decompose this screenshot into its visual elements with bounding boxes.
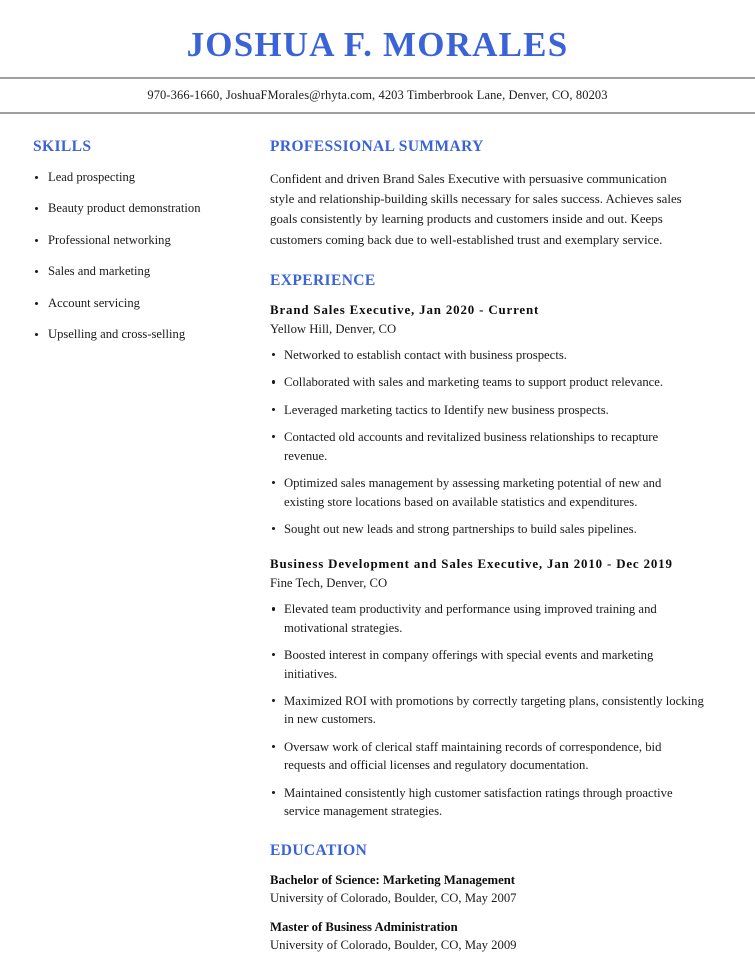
candidate-name: JOSHUA F. MORALES: [186, 25, 569, 64]
education-school: University of Colorado, Boulder, CO, May 2007: [270, 891, 517, 906]
right-column: [268, 138, 755, 968]
list-item: [33, 200, 268, 217]
list-item: [270, 692, 704, 729]
list-item: [33, 263, 268, 280]
skill-label: Beauty product demonstration: [48, 201, 201, 215]
skill-label: Professional networking: [48, 232, 171, 247]
experience-entry: [270, 557, 733, 820]
job-title: Business Development and Sales Executive, Jan 2010 - Dec 2019: [270, 557, 673, 572]
skills-section-title: SKILLS: [33, 137, 92, 155]
duty-text: Contacted old accounts and revitalized business relationships to recapture revenue.: [284, 430, 659, 463]
skill-label: Upselling and cross-selling: [48, 327, 186, 341]
education-school: University of Colorado, Boulder, CO, May 2009: [270, 938, 517, 953]
list-item: [33, 232, 268, 249]
summary-section-title: PROFESSIONAL SUMMARY: [270, 137, 484, 155]
list-item: [270, 646, 704, 683]
education-entry: [270, 920, 733, 953]
list-item: [33, 326, 268, 343]
duty-text: Networked to establish contact with business prospects.: [284, 348, 567, 363]
duty-text: Sought out new leads and strong partnerships to build sales pipelines.: [284, 521, 637, 536]
duty-text: Elevated team productivity and performance using improved training and motivational strategies.: [284, 602, 657, 635]
contact-line: 970-366-1660, JoshuaFMorales@rhyta.com, 4203 Timberbrook Lane, Denver, CO, 80203: [147, 87, 608, 102]
duty-text: Maximized ROI with promotions by correctly targeting plans, consistently locking in new customers.: [284, 693, 704, 727]
list-item: [270, 738, 704, 775]
duty-text: Oversaw work of clerical staff maintaining records of correspondence, bid requests and official licenses and regulatory documentation.: [284, 739, 662, 773]
duty-text: Maintained consistently high customer satisfaction ratings through proactive service management strategies.: [284, 785, 673, 818]
summary-text: Confident and driven Brand Sales Executive with persuasive communication style and relationship-building skills necessary for sales success. Achieves sales goals consistently by learning products and customers inside and out. Keeps customers coming back due to well-established trust and exemplary service.: [270, 171, 682, 247]
list-item: [33, 169, 268, 186]
duty-text: Boosted interest in company offerings with special events and marketing initiatives.: [284, 648, 654, 681]
education-degree: Bachelor of Science: Marketing Management: [270, 873, 516, 888]
job-title: Brand Sales Executive, Jan 2020 - Current: [270, 303, 540, 318]
job-company: Yellow Hill, Denver, CO: [270, 322, 397, 337]
resume-body: [0, 114, 755, 968]
skill-label: Lead prospecting: [48, 169, 136, 184]
education-degree: Master of Business Administration: [270, 920, 458, 935]
duty-text: Collaborated with sales and marketing teams to support product relevance.: [284, 375, 664, 390]
skill-label: Account servicing: [48, 295, 140, 310]
education-section-title: EDUCATION: [270, 842, 368, 860]
duty-text: Leveraged marketing tactics to Identify new business prospects.: [284, 402, 609, 417]
list-item: [270, 401, 704, 419]
list-item: [270, 520, 704, 538]
duty-text: Optimized sales management by assessing marketing potential of new and existing store locations based on available statistics and expenditures.: [284, 476, 662, 509]
job-company: Fine Tech, Denver, CO: [270, 576, 388, 591]
list-item: [270, 600, 704, 637]
left-column: [0, 138, 268, 358]
job-duties-list: [270, 600, 733, 820]
skill-label: Sales and marketing: [48, 264, 151, 278]
job-duties-list: [270, 346, 733, 538]
skills-list: [33, 169, 268, 344]
list-item: [270, 428, 704, 465]
list-item: [270, 474, 704, 511]
education-entry: [270, 873, 733, 906]
list-item: [270, 784, 704, 821]
list-item: [270, 346, 704, 364]
list-item: [270, 373, 704, 391]
experience-entry: [270, 303, 733, 538]
list-item: [33, 295, 268, 312]
experience-section-title: EXPERIENCE: [270, 272, 376, 290]
